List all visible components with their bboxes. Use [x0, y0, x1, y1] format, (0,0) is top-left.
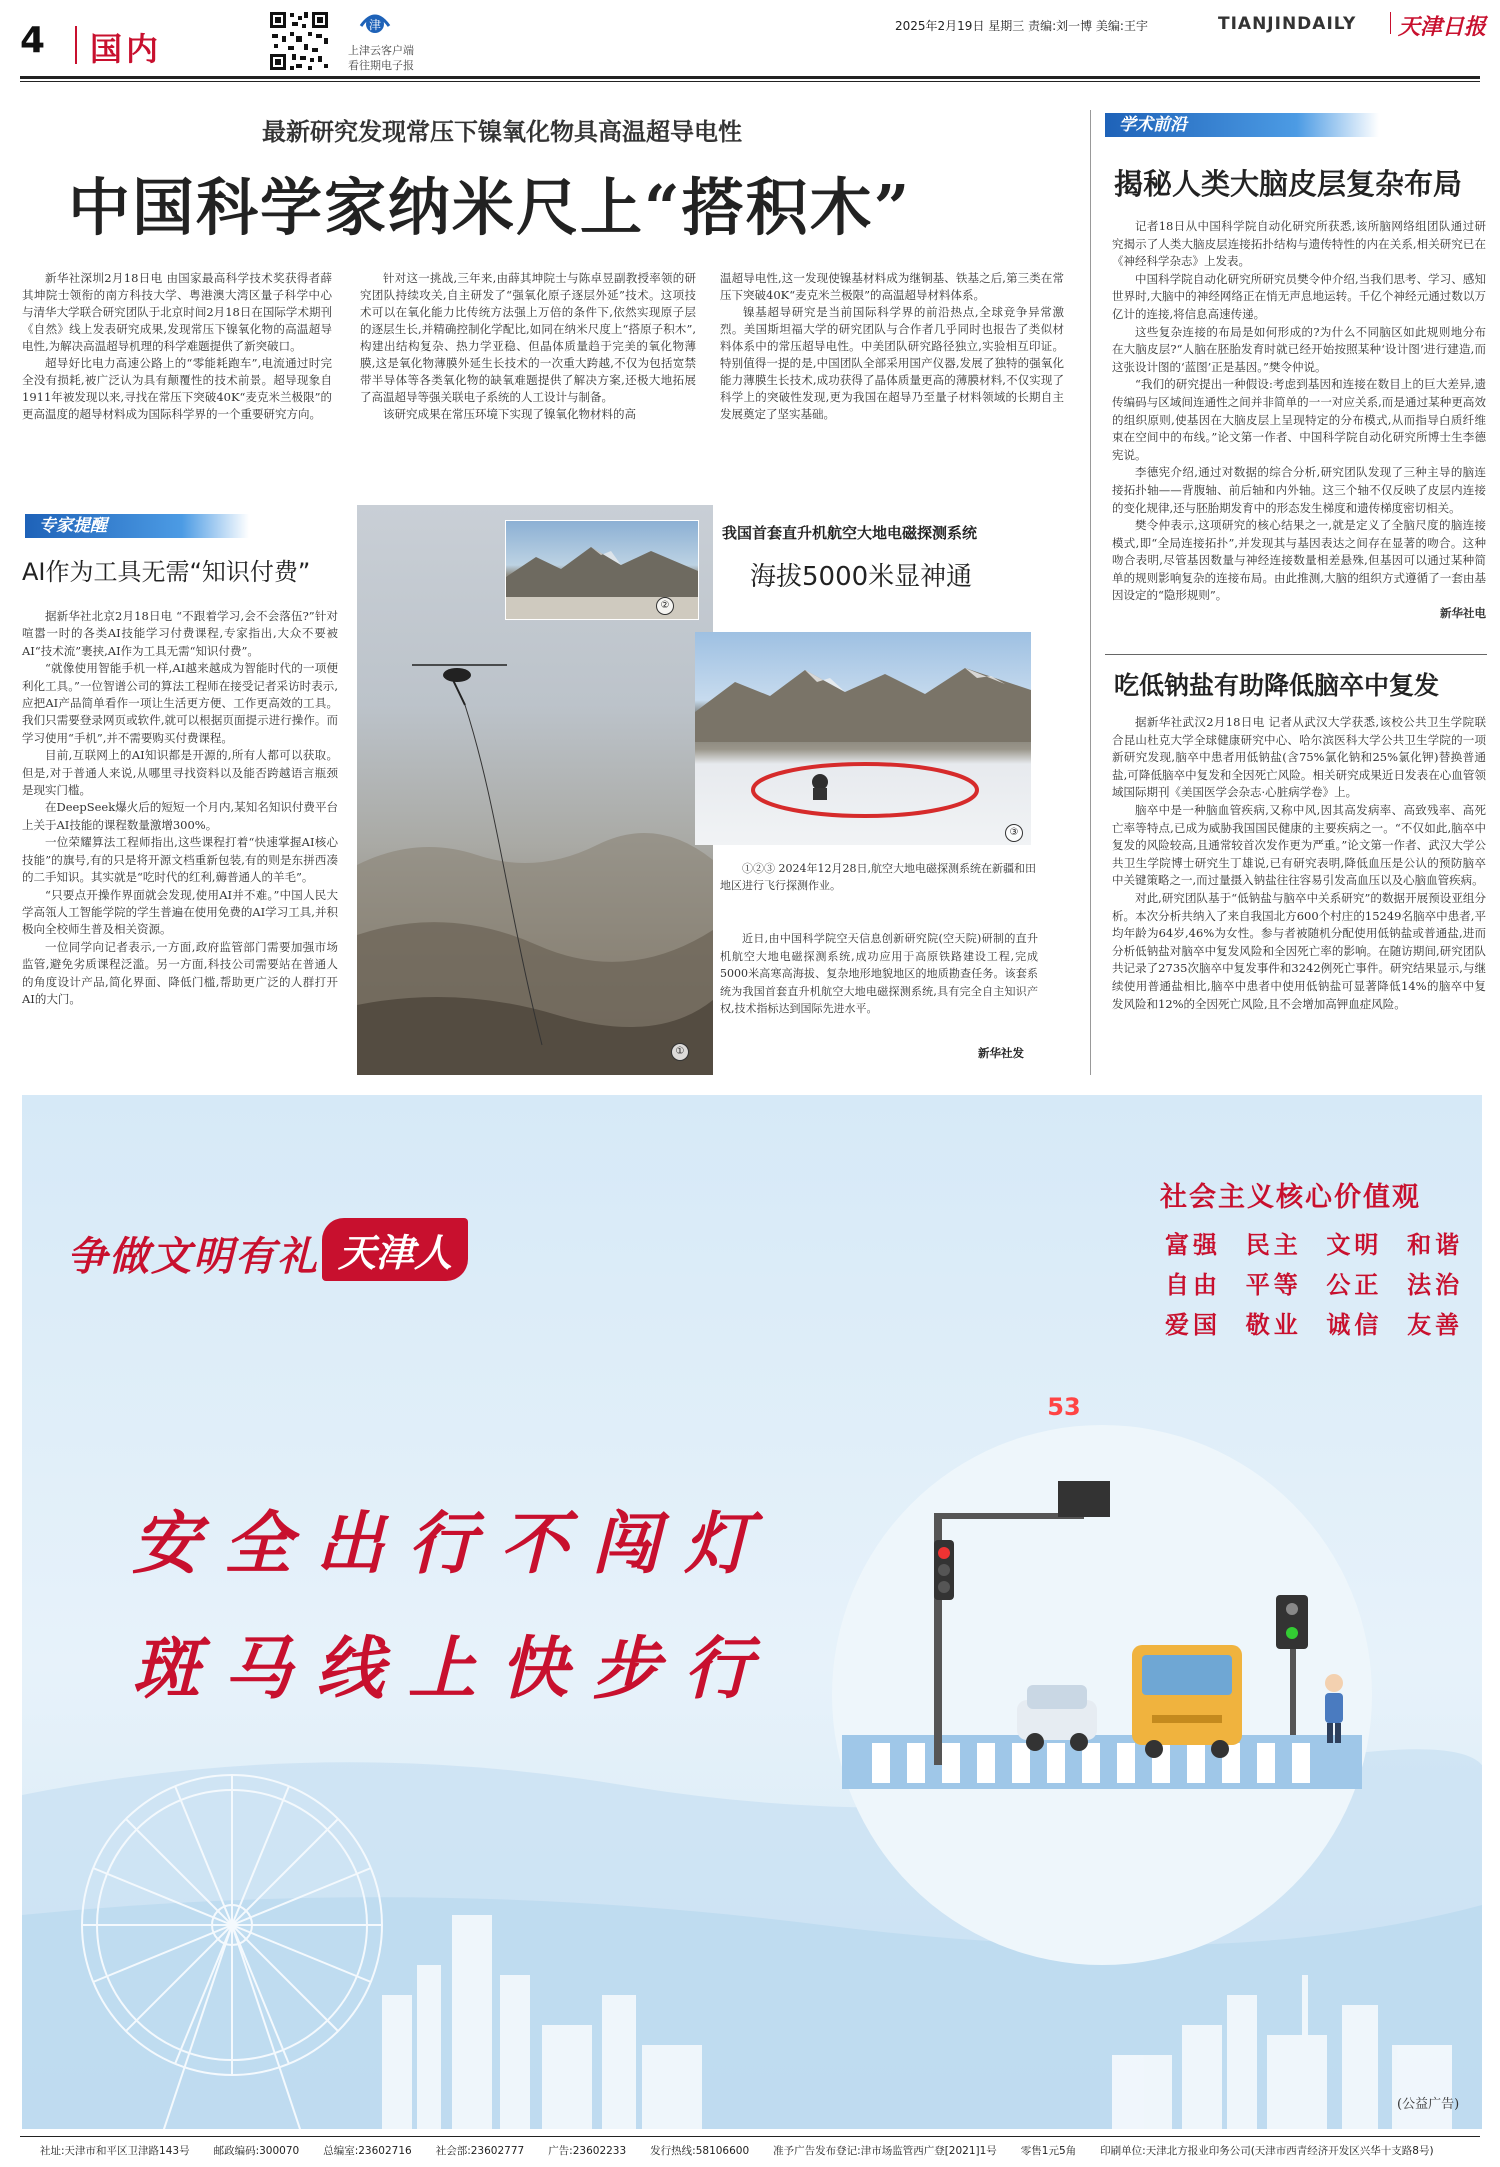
footer-price: 零售1元5角	[1020, 2145, 1077, 2157]
ai-p5: 一位荣耀算法工程师指出,这些课程打着“快速掌握AI核心技能”的旗号,有的只是将开源文档重新包装,有的则是东拼西凑的二手知识。其实就是“吃时代的红利,薅普通人的羊毛”。	[22, 835, 338, 885]
svg-text:津: 津	[368, 18, 382, 32]
client-logo-icon	[358, 8, 392, 38]
section-name: 国内	[90, 30, 163, 68]
brain-p1: 记者18日从中国科学院自动化研究所获悉,该所脑网络组团队通过研究揭示了人类大脑皮层连接拓扑结构与遗传特性的内在关系,相关研究已在《神经科学杂志》上发表。	[1112, 219, 1486, 269]
lead-kicker: 最新研究发现常压下镍氧化物具高温超导电性	[262, 117, 742, 146]
core-values-row-1: 富强 民主 文明 和谐	[1165, 1230, 1464, 1259]
photo-number-2: ②	[656, 597, 674, 615]
masthead	[0, 0, 1500, 72]
ai-headline: AI作为工具无需“知识付费”	[22, 558, 311, 586]
lead-headline: 中国科学家纳米尺上“搭积木”	[68, 171, 912, 244]
countdown-display: 53	[1047, 1393, 1081, 1421]
brain-p4: “我们的研究提出一种假设:考虑到基因和连接在数目上的巨大差异,遗传编码与区域间连通性之间并非简单的一一对应关系,而是通过某种更高效的组织原则,使基因在大脑皮层上呈现特定的分布模式,从而指导白质纤维束在空间中的布线。”论文第一作者、中国科学院自动化研究所博士生李德宪说。	[1112, 377, 1486, 462]
lead-p1: 新华社深圳2月18日电 由国家最高科学技术奖获得者薛其坤院士领衔的南方科技大学、粤港澳大湾区量子科学中心与清华大学联合研究团队于北京时间2月18日在国际学术期刊《自然》线上发表研究成果,发现常压下镍氧化物的高温超导电性,为解决高温超导机理的科学难题提供了新突破口。	[22, 271, 332, 353]
lead-p4: 该研究成果在常压环境下实现了镍氧化物材料的高	[383, 407, 636, 421]
ai-p4: 在DeepSeek爆火后的短短一个月内,某知名知识付费平台上关于AI技能的课程数量激增300%。	[22, 800, 338, 832]
footer-license: 准予广告发布登记:津市场监管西广登[2021]1号	[773, 2145, 997, 2157]
salt-p1: 据新华社武汉2月18日电 记者从武汉大学获悉,该校公共卫生学院联合昆山杜克大学全球健康研究中心、哈尔滨医科大学公共卫生学院的一项新研究发现,脑卒中患者用低钠盐(含75%氯化钠和25%氯化钾)替换普通盐,可降低脑卒中复发和全因死亡风险。相关研究成果近日发表在心血管领域国际期刊《美国医学会杂志·心脏病学卷》上。	[1112, 715, 1486, 800]
lead-col-1	[22, 270, 332, 423]
ad-label: (公益广告)	[1397, 2097, 1460, 2112]
ad-slogan-badge: 天津人	[322, 1218, 468, 1281]
brain-p2: 中国科学院自动化研究所研究员樊令仲介绍,当我们思考、学习、感知世界时,大脑中的神经网络正在悄无声息地运转。千亿个神经元通过数以万亿计的连接,将信息高速传递。	[1112, 271, 1486, 321]
photo-snow-loop	[695, 632, 1031, 845]
core-values-row-3: 爱国 敬业 诚信 友善	[1165, 1310, 1464, 1339]
footer-postcode: 邮政编码:300070	[213, 2145, 300, 2157]
date-line: 2025年2月19日 星期三 责编:刘一博 美编:王宇	[895, 19, 1148, 33]
lead-p3: 针对这一挑战,三年来,由薛其坤院士与陈卓昱副教授率领的研究团队持续攻关,自主研发了“强氧化原子逐层外延”技术。这项技术可以在氧化能力比传统方法强上万倍的条件下,依然实现原子层的逐层生长,并精确控制化学配比,如同在纳米尺度上“搭原子积木”,构建出结构复杂、热力学亚稳、但晶体质量趋于完美的氧化物薄膜,这是氧化物薄膜外延生长技术的一次重大跨越,不仅为包括宽禁带半导体等各类氧化物的缺氧难题提供了解决方案,还极大地拓展了高温超导等强关联电子系统的人工设计与制备。	[360, 271, 696, 404]
brain-p6: 樊令仲表示,这项研究的核心结果之一,就是定义了全脑尺度的脑连接模式,即“全局连接拓扑”,并发现其与基因表达之间存在显著的吻合。这种吻合表明,尽管基因数量与神经连接数量相差悬殊,但基因可以通过某种简单的规则影响复杂的连接布局。由此推测,大脑的组织方式遵循了一套由基因设定的“隐形规则”。	[1112, 518, 1486, 603]
header-rule-thin	[20, 81, 1480, 82]
ai-article	[22, 608, 338, 1008]
core-values-title: 社会主义核心价值观	[1160, 1182, 1421, 1213]
salt-article	[1112, 714, 1486, 1013]
footer-printer: 印刷单位:天津北方报业印务公司(天津市西青经济开发区兴华十支路8号)	[1100, 2145, 1434, 2157]
feature-title-small: 我国首套直升机航空大地电磁探测系统	[722, 524, 978, 542]
lead-p2: 超导好比电力高速公路上的“零能耗跑车”,电流通过时完全没有损耗,被广泛认为具有颠覆性的技术前景。超导现象自1911年被发现以来,寻找在常压下突破40K“麦克米兰极限”的更高温度的超导材料成为国际科学界的一个重要研究方向。	[22, 356, 332, 421]
salt-p3: 对此,研究团队基于“低钠盐与脑卒中关系研究”的数据开展预设亚组分析。本次分析共纳入了来自我国北方600个村庄的15249名脑卒中患者,平均年龄为64岁,46%为女性。参与者被随机分配使用低钠盐或普通盐,进而分析低钠盐对脑卒中复发风险和全因死亡率的影响。在随访期间,研究团队共记录了2735次脑卒中复发事件和3242例死亡事件。研究结果显示,与继续使用普通盐相比,脑卒中患者中使用低钠盐可显著降低14%的脑卒中复发风险和12%的全因死亡风险,且不会增加高钾血症风险。	[1112, 890, 1486, 1011]
photo-number-1: ①	[671, 1043, 689, 1061]
ai-p7: 一位同学向记者表示,一方面,政府监管部门需要加强市场监管,避免劣质课程泛滥。另一方面,科技公司需要站在普通人的角度设计产品,简化界面、降低门槛,帮助更广泛的人群打开AI的大门。	[22, 939, 338, 1006]
footer-address: 社址:天津市和平区卫津路143号	[40, 2145, 190, 2157]
brand-divider	[1390, 12, 1391, 34]
footer-rule	[20, 2136, 1480, 2137]
lead-p5: 温超导电性,这一发现使镍基材料成为继铜基、铁基之后,第三类在常压下突破40K“麦克米兰极限”的高温超导材料体系。	[720, 271, 1064, 302]
photo-mountain-road	[505, 520, 699, 620]
public-service-ad	[22, 1095, 1482, 2129]
salt-p2: 脑卒中是一种脑血管疾病,又称中风,因其高发病率、高致残率、高死亡率等特点,已成为威胁我国国民健康的主要疾病之一。“不仅如此,脑卒中复发的风险较高,且通常较首次发作更为严重。”论文第一作者、武汉大学公共卫生学院博士研究生丁雄说,已有研究表明,降低血压是公认的预防脑卒中关键策略之一,而过量摄入钠盐往往容易引发高血压以及心脑血管疾病。	[1112, 802, 1486, 888]
ad-line-1: 安全出行不闯灯	[132, 1504, 777, 1584]
feature-title-big: 海拔5000米显神通	[750, 562, 973, 592]
tag-expert-tip: 专家提醒	[25, 514, 249, 538]
feature-byline: 新华社发	[978, 1046, 1024, 1060]
core-values-row-2: 自由 平等 公正 法治	[1165, 1270, 1464, 1299]
footer-editorial: 总编室:23602716	[323, 2145, 412, 2157]
feature-body: 近日,由中国科学院空天信息创新研究院(空天院)研制的直升机航空大地电磁探测系统,成功应用于高原铁路建设工程,完成5000米高寒高海拔、复杂地形地貌地区的地质勘查任务。该套系统为我国首套直升机航空大地电磁探测系统,具有完全自主知识产权,技术指标达到国际先进水平。	[720, 932, 1038, 1015]
header-divider	[75, 26, 77, 64]
ai-p1: 据新华社北京2月18日电 “不跟着学习,会不会落伍?”针对喧嚣一时的各类AI技能学习付费课程,专家指出,大众不要被AI“技术流”裹挟,AI作为工具无需“知识付费”。	[22, 609, 338, 658]
brain-article	[1112, 218, 1486, 623]
ai-p6: “只要点开操作界面就会发现,使用AI并不难。”中国人民大学高瓴人工智能学院的学生普遍在使用免费的AI学习工具,并积极向全校师生普及相关资源。	[22, 887, 338, 937]
ai-p3: 目前,互联网上的AI知识都是开源的,所有人都可以获取。但是,对于普通人来说,从哪里寻找资料以及能否跨越语言瓶颈是现实门槛。	[22, 748, 338, 798]
brand-latin: TIANJINDAILY	[1218, 14, 1357, 34]
ad-line-2: 斑马线上快步行	[132, 1629, 777, 1709]
brain-p5: 李德宪介绍,通过对数据的综合分析,研究团队发现了三种主导的脑连接拓扑轴——背腹轴、前后轴和内外轴。这三个轴不仅反映了皮层内连接的变化规律,还与胚胎期发育中的形态发生梯度和遗传梯度密切相关。	[1112, 465, 1486, 515]
footer-ads: 广告:23602233	[548, 2145, 627, 2157]
lead-col-3	[720, 270, 1064, 423]
footer-hotline: 发行热线:58106600	[650, 2145, 750, 2157]
brand-cn: 天津日报	[1398, 14, 1487, 40]
salt-headline: 吃低钠盐有助降低脑卒中复发	[1114, 671, 1440, 700]
ai-p2: “就像使用智能手机一样,AI越来越成为智能时代的一项便利化工具。”一位智谱公司的算法工程师在接受记者采访时表示,应把AI产品简单看作一项让生活更方便、工作更高效的工具。我们只需要登录网页或软件,就可以根据页面提示进行操作。而学习使用“手机”,并不需要购买付费课程。	[22, 661, 338, 745]
lead-p6: 镍基超导研究是当前国际科学界的前沿热点,全球竞争异常激烈。美国斯坦福大学的研究团队与合作者几乎同时也报告了类似材料体系中的常压超导电性。中美团队研究路径独立,实验相互印证。特别值得一提的是,中国团队全部采用国产仪器,发展了独特的强氧化能力薄膜生长技术,成功获得了晶体质量更高的薄膜材料,不仅实现了科学上的突破性发现,更为我国在超导乃至量子材料领域的长期自主发展奠定了坚实基础。	[720, 305, 1064, 421]
qr-caption-client: 上津云客户端	[348, 44, 414, 57]
qr-caption-archive: 看往期电子报	[348, 59, 414, 72]
ad-slogan-left: 争做文明有礼	[67, 1233, 319, 1280]
footer-bar	[40, 2143, 1480, 2158]
brain-byline: 新华社电	[1440, 606, 1486, 621]
lead-col-2	[360, 270, 696, 423]
right-mid-rule	[1105, 654, 1487, 655]
brain-p3: 这些复杂连接的布局是如何形成的?为什么不同脑区如此规则地分布在大脑皮层?“人脑在胚胎发育时就已经开始按照某种‘设计图’进行建造,而这张设计图的‘蓝图’正是基因。”樊令仲说。	[1112, 324, 1486, 374]
tag-academic-frontier: 学术前沿	[1105, 113, 1379, 137]
vertical-column-rule	[1090, 110, 1091, 1075]
brain-headline: 揭秘人类大脑皮层复杂布局	[1114, 167, 1463, 201]
page-number: 4	[20, 20, 46, 61]
photo-number-3: ③	[1005, 824, 1023, 842]
header-rule-thick	[20, 76, 1480, 79]
feature-caption: ①②③ 2024年12月28日,航空大地电磁探测系统在新疆和田地区进行飞行探测作业。	[720, 862, 1036, 892]
qr-code-icon[interactable]	[268, 10, 330, 72]
footer-society: 社会部:23602777	[435, 2145, 525, 2157]
